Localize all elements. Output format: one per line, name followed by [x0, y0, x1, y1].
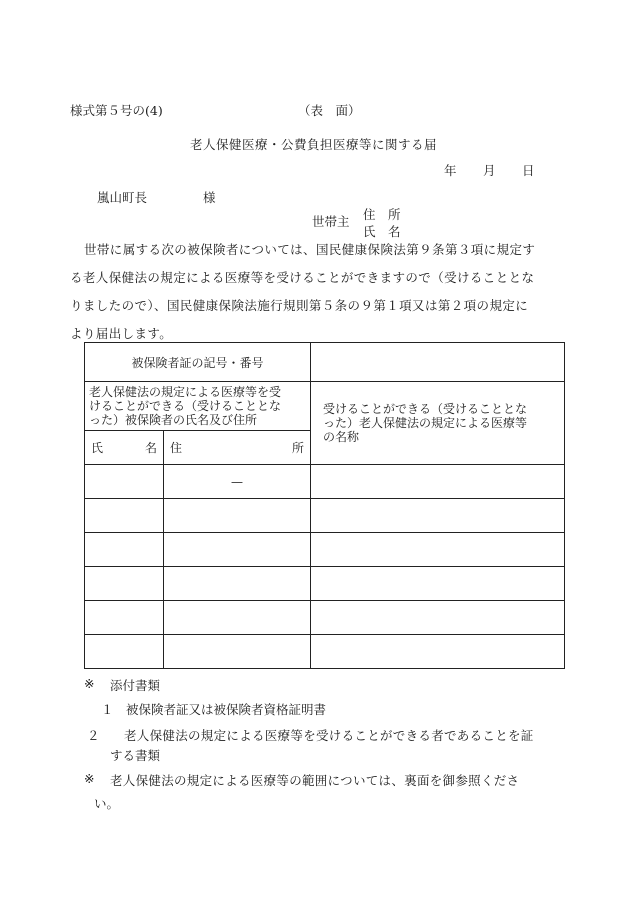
item2-text-line1: 老人保健法の規定による医療等を受けることができる者であることを証 — [124, 728, 534, 743]
name-label: 氏 名 — [363, 224, 401, 239]
item1-number: １ — [101, 702, 114, 717]
note2-text-line1: 老人保健法の規定による医療等の範囲については、裏面を御参照くださ — [110, 773, 520, 788]
address-cell[interactable] — [164, 567, 311, 601]
insured-header-line: けることができる（受けることとな — [89, 399, 282, 413]
address-cell[interactable] — [164, 601, 311, 635]
name-cell[interactable] — [85, 635, 164, 669]
right-header-line: った）老人保健法の規定による医療等 — [323, 416, 528, 430]
care-name-cell[interactable] — [311, 567, 565, 601]
address-cell[interactable]: — — [164, 465, 311, 499]
addressee-honorific: 様 — [203, 190, 216, 205]
name-column-header: 氏 名 — [85, 431, 164, 465]
medical-care-name-header — [311, 382, 565, 465]
body-line: りましたので）、国民健康保険法施行規則第５条の９第１項又は第２項の規定に — [70, 298, 529, 313]
item2-text-line2: する書類 — [110, 748, 161, 763]
date-month: 月 — [483, 163, 496, 178]
right-header-line: 受けることができる（受けることとな — [323, 402, 528, 416]
name-cell[interactable] — [85, 465, 164, 499]
care-name-cell[interactable] — [311, 499, 565, 533]
note2-mark: ※ — [84, 771, 95, 786]
name-cell[interactable] — [85, 601, 164, 635]
address-cell[interactable] — [164, 499, 311, 533]
insured-persons-header — [85, 382, 311, 431]
note2-text-line2: い。 — [94, 796, 120, 811]
name-cell[interactable] — [85, 567, 164, 601]
address-cell[interactable] — [164, 533, 311, 567]
note-mark: ※ — [84, 676, 95, 691]
table-row — [85, 533, 565, 567]
table-row — [85, 499, 565, 533]
name-cell[interactable] — [85, 499, 164, 533]
address-label: 住 所 — [363, 207, 401, 222]
address-cell[interactable] — [164, 635, 311, 669]
document-title: 老人保健医療・公費負担医療等に関する届 — [190, 137, 438, 152]
item2-number: ２ — [87, 728, 100, 743]
name-cell[interactable] — [85, 533, 164, 567]
date-year: 年 — [444, 163, 457, 178]
side-label: （表 面） — [298, 103, 361, 118]
insurance-card-number-field[interactable] — [311, 343, 565, 382]
insured-header-line: った）被保険者の氏名及び住所 — [89, 413, 258, 427]
insured-table — [84, 342, 565, 669]
householder-label: 世帯主 — [312, 214, 350, 229]
table-row — [85, 635, 565, 669]
item1-text: 被保険者証又は被保険者資格証明書 — [126, 702, 327, 717]
care-name-cell[interactable] — [311, 533, 565, 567]
table-row — [85, 567, 565, 601]
insured-header-line: 老人保健法の規定による医療等を受 — [89, 385, 282, 399]
care-name-cell[interactable] — [311, 601, 565, 635]
care-name-cell[interactable] — [311, 635, 565, 669]
body-paragraph — [70, 236, 565, 348]
table-row — [85, 601, 565, 635]
address-column-header: 住 所 — [164, 431, 311, 465]
insurance-card-label: 被保険者証の記号・番号 — [85, 343, 311, 382]
body-line: 世帯に属する次の被保険者については、国民健康保険法第９条第３項に規定す — [84, 242, 536, 257]
attachments-title: 添付書類 — [110, 678, 161, 693]
body-line: る老人保健法の規定による医療等を受けることができますので（受けることとな — [70, 270, 535, 285]
care-name-cell[interactable] — [311, 465, 565, 499]
body-line: より届出します。 — [70, 326, 173, 341]
date-day: 日 — [522, 163, 535, 178]
addressee-name: 嵐山町長 — [97, 190, 148, 205]
right-header-line: の名称 — [323, 430, 360, 444]
table-row — [85, 465, 565, 499]
form-number: 様式第５号の(4) — [70, 103, 163, 118]
